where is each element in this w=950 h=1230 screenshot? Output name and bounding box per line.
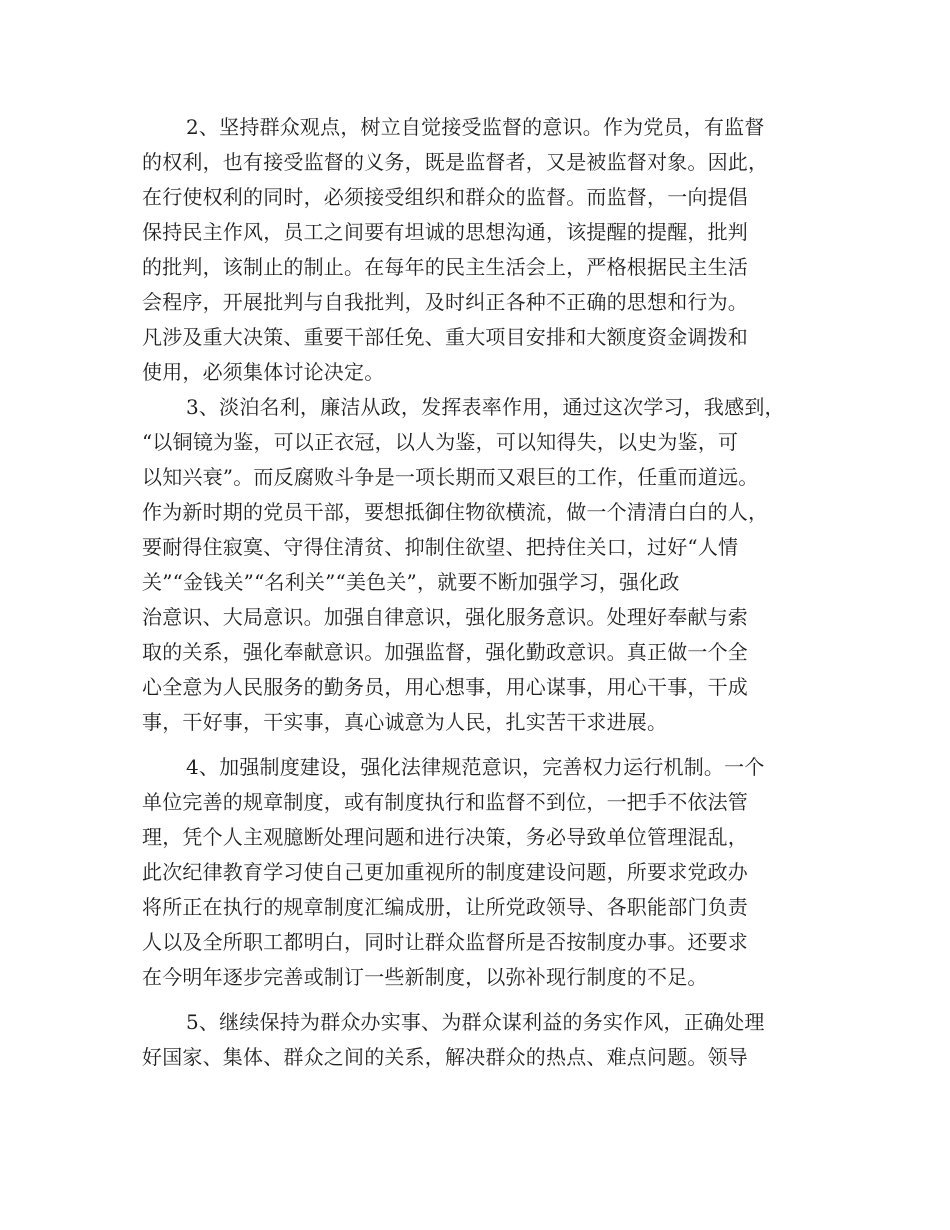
paragraph-2-line-6: 会程序，开展批判与自我批判，及时纠正各种不正确的思想和行为。 (142, 290, 748, 314)
paragraph-2-line-8: 使用，必须集体讨论决定。 (142, 360, 385, 384)
paragraph-5-line-1: 5、继续保持为群众办实事、为群众谋利益的务实作风，正确处理 (186, 1010, 765, 1034)
paragraph-4-line-3: 理，凭个人主观臆断处理问题和进行决策，务必导致单位管理混乱， (142, 825, 748, 849)
paragraph-3-line-4: 作为新时期的党员干部，要想抵御住物欲横流，做一个清清白白的人， (142, 500, 769, 524)
paragraph-3-line-8: 取的关系，强化奉献意识。加强监督，强化勤政意识。真正做一个全 (142, 640, 748, 664)
paragraph-2-line-7: 凡涉及重大决策、重要干部任免、重大项目安排和大额度资金调拨和 (142, 325, 748, 349)
paragraph-3-line-10: 事，干好事，干实事，真心诚意为人民，扎实苦干求进展。 (142, 710, 668, 734)
paragraph-2-line-1: 2、坚持群众观点，树立自觉接受监督的意识。作为党员，有监督 (186, 115, 765, 139)
paragraph-3-line-1: 3、淡泊名利，廉洁从政，发挥表率作用，通过这次学习，我感到， (186, 395, 785, 419)
paragraph-4-line-7: 在今明年逐步完善或制订一些新制度，以弥补现行制度的不足。 (142, 965, 708, 989)
paragraph-4-line-1: 4、加强制度建设，强化法律规范意识，完善权力运行机制。一个 (186, 755, 765, 779)
paragraph-3-line-6: 关”“金钱关”“名利关”“美色关”，就要不断加强学习，强化政 (142, 570, 680, 594)
paragraph-3-line-5: 要耐得住寂寞、守得住清贫、抑制住欲望、把持住关口，过好“人情 (142, 535, 739, 559)
paragraph-3-line-3: 以知兴衰”。而反腐败斗争是一项长期而又艰巨的工作，任重而道远。 (142, 465, 759, 489)
paragraph-3-line-9: 心全意为人民服务的勤务员，用心想事，用心谋事，用心干事，干成 (142, 675, 748, 699)
paragraph-3-line-7: 治意识、大局意识。加强自律意识，强化服务意识。处理好奉献与索 (142, 605, 748, 629)
paragraph-4-line-5: 将所正在执行的规章制度汇编成册，让所党政领导、各职能部门负责 (142, 895, 748, 919)
paragraph-4-line-6: 人以及全所职工都明白，同时让群众监督所是否按制度办事。还要求 (142, 930, 748, 954)
paragraph-5-line-2: 好国家、集体、群众之间的关系，解决群众的热点、难点问题。领导 (142, 1045, 748, 1069)
paragraph-2-line-2: 的权利，也有接受监督的义务，既是监督者，又是被监督对象。因此， (142, 150, 769, 174)
paragraph-2-line-5: 的批判，该制止的制止。在每年的民主生活会上，严格根据民主生活 (142, 255, 748, 279)
paragraph-2-line-3: 在行使权利的同时，必须接受组织和群众的监督。而监督，一向提倡 (142, 185, 748, 209)
paragraph-4-line-4: 此次纪律教育学习使自己更加重视所的制度建设问题，所要求党政办 (142, 860, 748, 884)
paragraph-2-line-4: 保持民主作风，员工之间要有坦诚的思想沟通，该提醒的提醒，批判 (142, 220, 748, 244)
paragraph-4-line-2: 单位完善的规章制度，或有制度执行和监督不到位，一把手不依法管 (142, 790, 748, 814)
paragraph-3-line-2: “以铜镜为鉴，可以正衣冠，以人为鉴，可以知得失，以史为鉴，可 (142, 430, 739, 454)
